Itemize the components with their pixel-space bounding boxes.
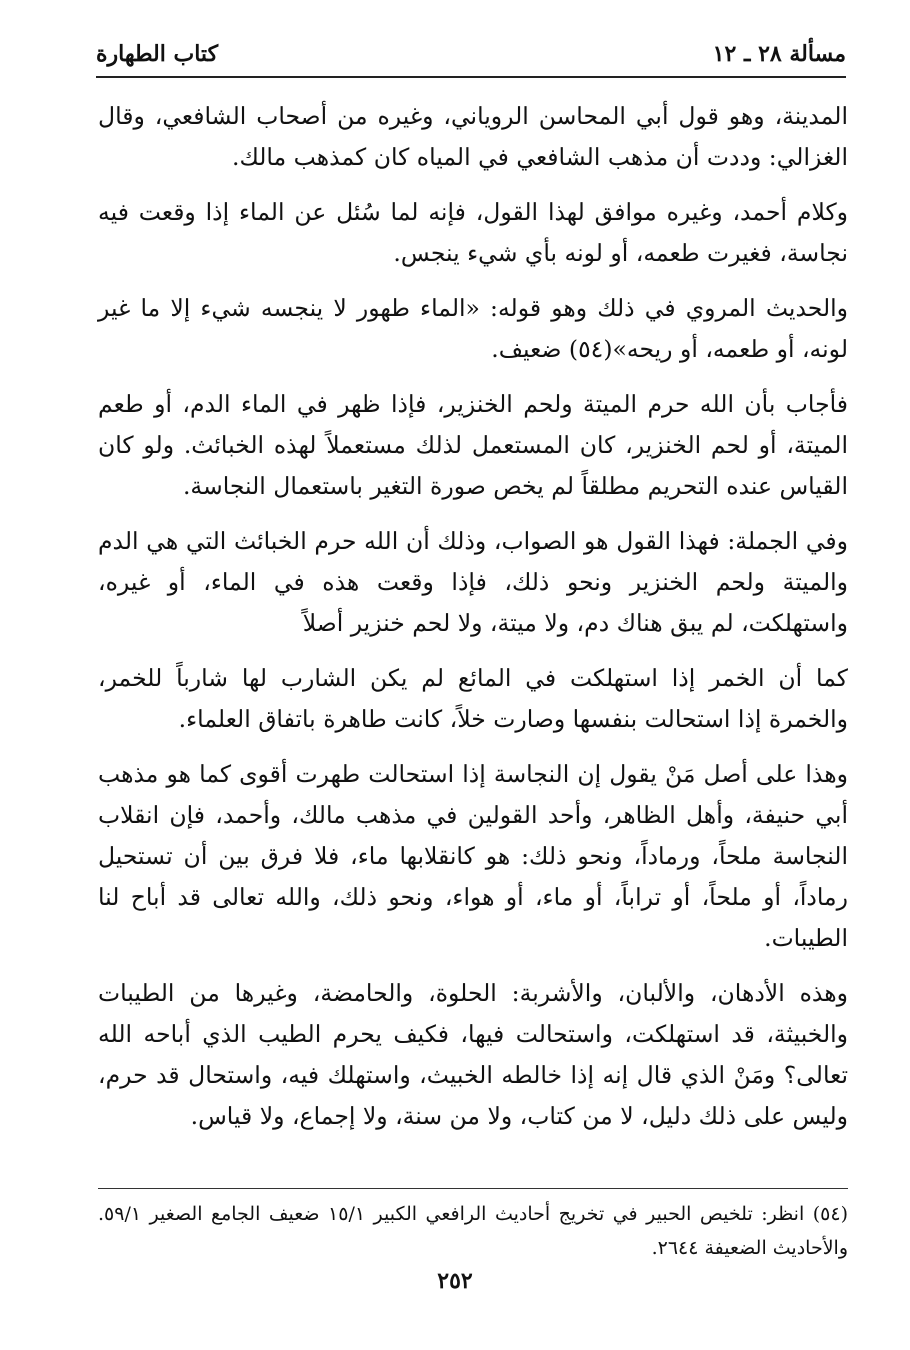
page-header <box>96 32 846 78</box>
issue-label: مسألة ٢٨ ـ ١٢ <box>712 41 846 67</box>
book-title: كتاب الطهارة <box>96 41 219 67</box>
paragraph: وكلام أحمد، وغيره موافق لهذا القول، فإنه لما سُئل عن الماء إذا وقعت فيه نجاسة، فغيرت طعمه، أو لونه بأي شيء ينجس. <box>98 198 848 267</box>
footnote-section <box>98 1188 848 1265</box>
paragraph: كما أن الخمر إذا استهلكت في المائع لم يكن الشارب لها شارباً للخمر، والخمرة إذا استحالت بنفسها وصارت خلاً، كانت طاهرة باتفاق العلماء. <box>98 664 848 733</box>
paragraph: والحديث المروي في ذلك وهو قوله: «الماء طهور لا ينجسه شيء إلا ما غير لونه، أو طعمه، أو ريحه»(٥٤) ضعيف. <box>98 294 848 363</box>
paragraph: وهذه الأدهان، والألبان، والأشربة: الحلوة، والحامضة، وغيرها من الطيبات والخبيثة، قد استهلكت، واستحالت فيها، فكيف يحرم الطيب الذي أباحه الله تعالى؟ ومَنْ الذي قال إنه إذا خالطه الخبيث، واستهلك فيه، واستحال قد حرم، وليس على ذلك دليل، لا من كتاب، ولا من سنة، ولا إجماع، ولا قياس. <box>98 979 848 1130</box>
paragraph: وفي الجملة: فهذا القول هو الصواب، وذلك أن الله حرم الخبائث التي هي الدم والميتة ولحم الخنزير ونحو ذلك، فإذا وقعت هذه في الماء، أو غيره، واستهلكت، لم يبق هناك دم، ولا ميتة، ولا لحم خنزير أصلاً <box>98 527 848 637</box>
paragraph: المدينة، وهو قول أبي المحاسن الروياني، وغيره من أصحاب الشافعي، وقال الغزالي: وددت أن مذهب الشافعي في المياه كان كمذهب مالك. <box>98 102 848 171</box>
main-text <box>98 96 848 1151</box>
paragraph: فأجاب بأن الله حرم الميتة ولحم الخنزير، فإذا ظهر في الماء الدم، أو طعم الميتة، أو لحم الخنزير، كان المستعمل لذلك مستعملاً لهذه الخبائث. ولو كان القياس عنده التحريم مطلقاً لم يخص صورة التغير باستعمال النجاسة. <box>98 390 848 500</box>
page-number: ٢٥٢ <box>437 1268 473 1294</box>
footnote: (٥٤) انظر: تلخيص الحبير في تخريج أحاديث الرافعي الكبير ١٥/١ ضعيف الجامع الصغير ٥٩/١. والأحاديث الضعيفة ٢٦٤٤. <box>98 1203 848 1259</box>
paragraph: وهذا على أصل مَنْ يقول إن النجاسة إذا استحالت طهرت أقوى كما هو مذهب أبي حنيفة، وأهل الظاهر، وأحد القولين في مذهب مالك، وأحمد، فإن انقلاب النجاسة ملحاً، ورماداً، ونحو ذلك: هو كانقلابها ماء، فلا فرق بين أن تستحيل رماداً، أو ملحاً، أو تراباً، أو ماء، أو هواء، ونحو ذلك، والله تعالى قد أباح لنا الطيبات. <box>98 760 848 952</box>
